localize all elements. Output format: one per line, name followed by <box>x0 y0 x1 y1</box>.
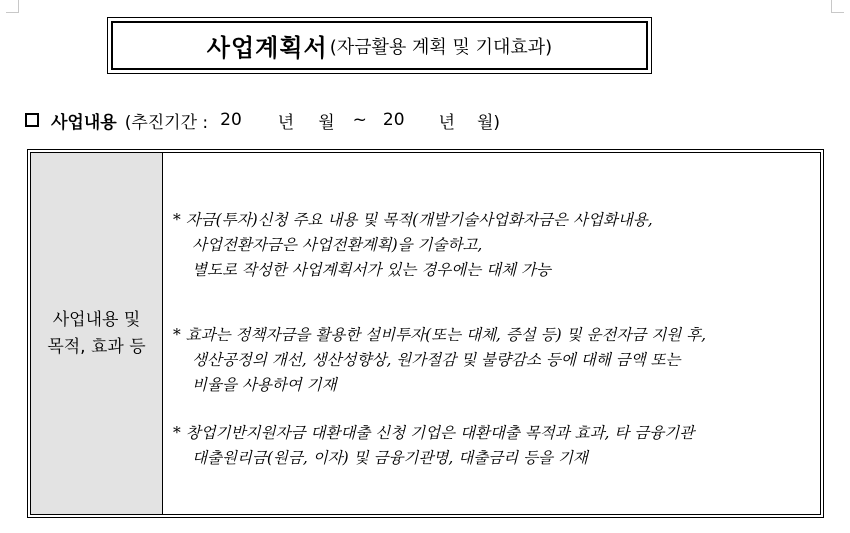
note-line: 생산공정의 개선, 생산성향상, 원가절감 및 불량감소 등에 대해 금액 또는 <box>192 351 681 369</box>
note-line: 대출원리금(원금, 이자) 및 금융기관명, 대출금리 등을 기재 <box>192 449 588 467</box>
document-subtitle: (자금활용 계획 및 기대효과) <box>329 36 553 58</box>
guide-note <box>173 421 694 471</box>
period-tilde: ~ <box>352 110 367 130</box>
row-label-line: 목적, 효과 등 <box>47 336 146 357</box>
period-prefix: (추진기간 : <box>124 112 209 133</box>
end-year-unit: 년 <box>438 112 455 133</box>
note-line: 별도로 작성한 사업계획서가 있는 경우에는 대체 가능 <box>192 261 551 279</box>
table-inner-border <box>30 152 821 515</box>
title-box <box>107 17 652 74</box>
checkbox-icon[interactable] <box>25 113 39 127</box>
start-month-unit: 월 <box>318 112 335 133</box>
start-year-unit: 년 <box>277 112 295 133</box>
row-label <box>47 307 145 361</box>
section-label: 사업내용 <box>51 112 117 133</box>
title-box-inner <box>111 21 648 70</box>
end-month-unit: 월) <box>477 112 501 133</box>
business-content-table <box>27 149 824 518</box>
note-line: 사업전환자금은 사업전환계획)을 기술하고, <box>192 236 483 254</box>
section-header <box>25 106 500 134</box>
note-line: * 창업기반지원자금 대환대출 신청 기업은 대환대출 목적과 효과, 타 금융기관 <box>173 421 694 446</box>
guide-note <box>173 208 653 283</box>
document-title: 사업계획서 <box>206 34 328 62</box>
crop-mark-top-right <box>831 0 844 13</box>
row-label-cell <box>31 153 163 514</box>
content-cell[interactable] <box>163 153 820 514</box>
end-year: 20 <box>382 110 405 130</box>
start-year: 20 <box>220 110 242 130</box>
note-line: * 자금(투자)신청 주요 내용 및 목적(개발기술사업화자금은 사업화내용, <box>173 208 653 233</box>
guide-note <box>173 323 706 398</box>
crop-mark-top-left <box>6 0 19 13</box>
note-line: 비율을 사용하여 기재 <box>192 376 337 394</box>
note-line: * 효과는 정책자금을 활용한 설비투자(또는 대체, 증설 등) 및 운전자금 지원 후, <box>173 323 706 348</box>
row-label-line: 사업내용 및 <box>52 309 141 330</box>
